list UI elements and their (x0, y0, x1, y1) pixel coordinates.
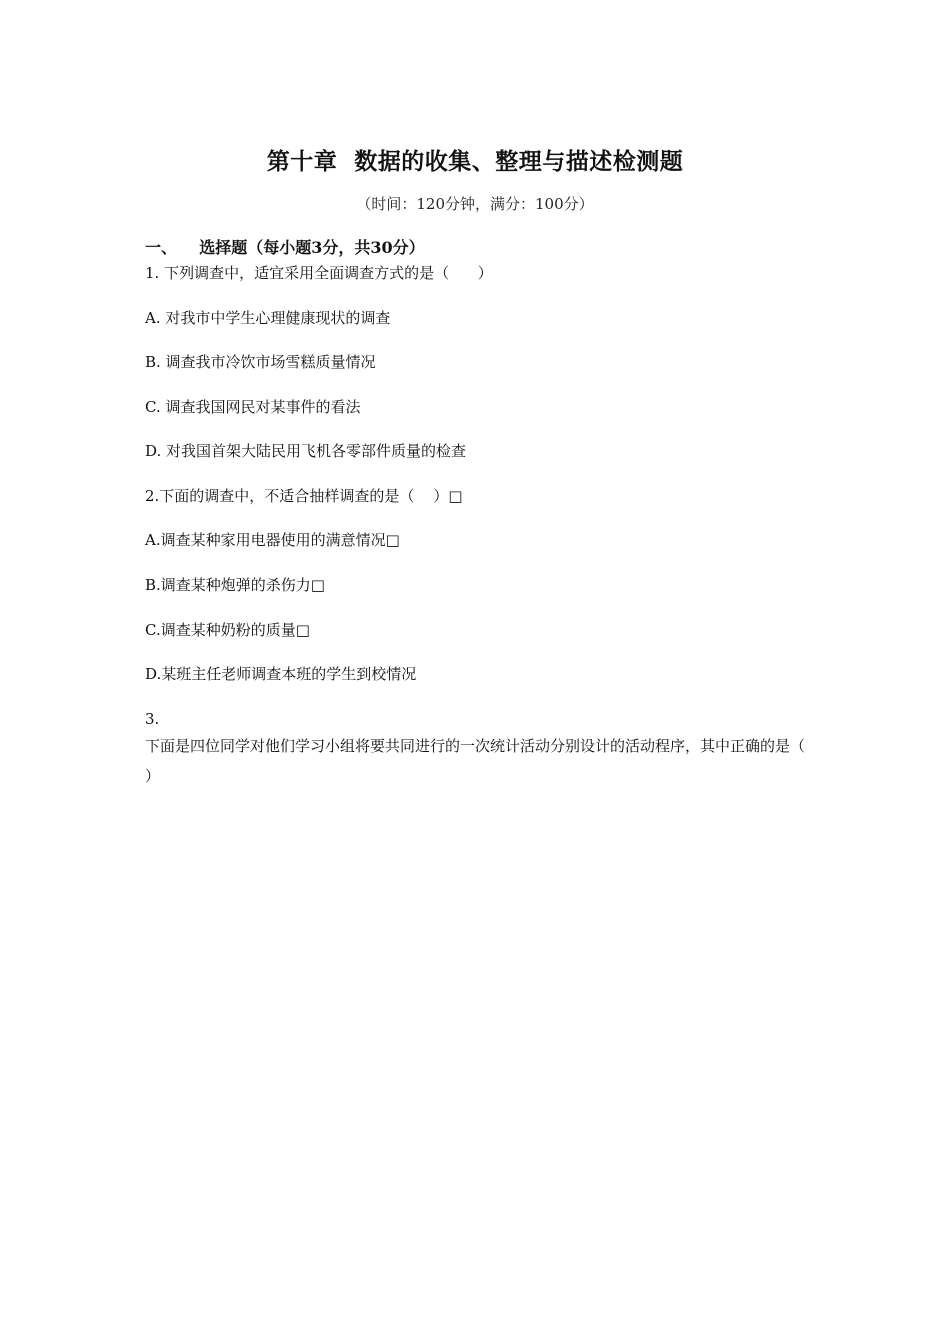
question-2-option-d: D.某班主任老师调查本班的学生到校情况 (145, 665, 417, 683)
question-1-option-a: A. 对我市中学生心理健康现状的调查 (145, 309, 391, 327)
question-3-stem: 下面是四位同学对他们学习小组将要共同进行的一次统计活动分别设计的活动程序，其中正确的是（ ） (145, 737, 806, 785)
section-heading: 一、 选择题（每小题3分，共30分） (145, 238, 425, 257)
question-1-option-d: D. 对我国首架大陆民用飞机各零部件质量的检查 (145, 442, 467, 460)
question-1-stem: 1. 下列调查中，适宜采用全面调查方式的是（ ） (145, 264, 493, 282)
question-2-stem: 2.下面的调查中，不适合抽样调查的是（ ）□ (145, 487, 463, 505)
question-2-option-a: A.调查某种家用电器使用的满意情况□ (145, 531, 400, 549)
question-2-option-b: B.调查某种炮弹的杀伤力□ (145, 576, 325, 594)
question-3-number: 3. (145, 710, 160, 728)
document-subtitle: （时间：120分钟，满分：100分） (356, 195, 594, 213)
question-2-option-c: C.调查某种奶粉的质量□ (145, 621, 310, 639)
document-title: 第十章 数据的收集、整理与描述检测题 (266, 148, 684, 175)
question-1-option-c: C. 调查我国网民对某事件的看法 (145, 398, 361, 416)
question-1-option-b: B. 调查我市冷饮市场雪糕质量情况 (145, 353, 376, 371)
